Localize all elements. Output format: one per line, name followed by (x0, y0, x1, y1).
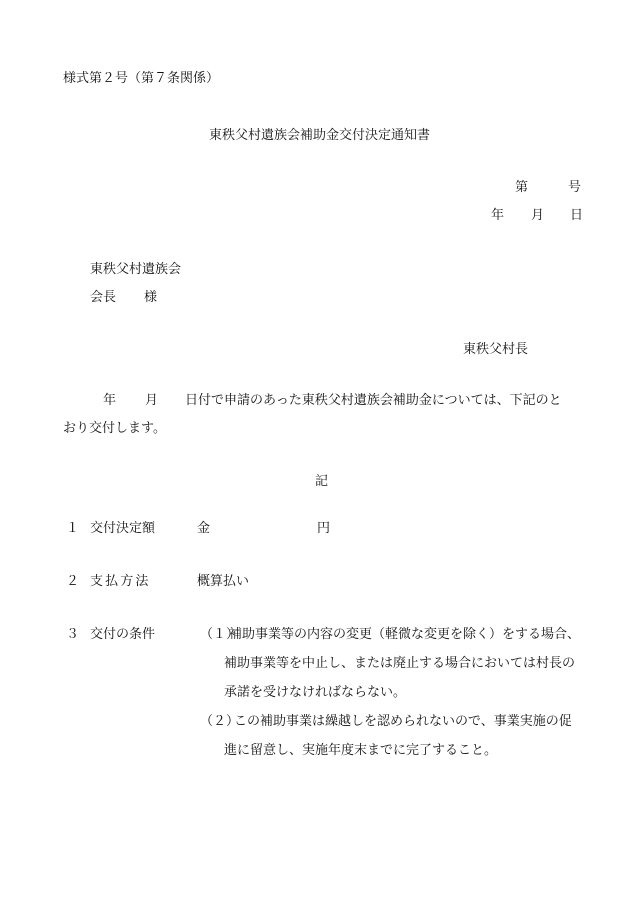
condition-line: 補助事業等を中止し、または廃止する場合においては村長の (224, 656, 576, 671)
date-day: 日 (570, 208, 584, 223)
issuer: 東秩父村長 (463, 342, 529, 357)
item-label: 交付決定額 (90, 521, 156, 536)
addressee-organization: 東秩父村遺族会 (90, 262, 182, 277)
item-value: 概算払い (197, 574, 250, 589)
number-prefix: 第 (515, 180, 529, 195)
form-number-label: 様式第２号（第７条関係） (63, 71, 220, 86)
condition-line: 補助事業等の内容の変更（軽微な変更を除く）をする場合、 (229, 627, 581, 642)
item-label: 交付の条件 (90, 627, 156, 642)
yen-prefix: 金 (197, 521, 211, 536)
item-number: ２ (66, 574, 80, 589)
body-line-1: 日付で申請のあった東秩父村遺族会補助金については、下記のと (185, 393, 562, 408)
condition-marker: （１） (200, 627, 240, 642)
document-title: 東秩父村遺族会補助金交付決定通知書 (209, 128, 431, 143)
condition-line: 進に留意し、実施年度末までに完了すること。 (224, 743, 498, 758)
condition-marker: （２） (200, 714, 240, 729)
item-label: 支 払 方 法 (90, 574, 148, 589)
condition-line: 承諾を受けなければならない。 (224, 685, 407, 700)
date-year: 年 (491, 208, 505, 223)
date-month: 月 (531, 208, 545, 223)
addressee-honorific: 様 (144, 290, 158, 305)
body-month: 月 (145, 393, 159, 408)
item-number: ３ (66, 627, 80, 642)
body-year: 年 (103, 393, 117, 408)
body-line-2: おり交付します。 (63, 421, 166, 436)
condition-line: この補助事業は繰越しを認められないので、事業実施の促 (234, 714, 572, 729)
number-suffix: 号 (568, 180, 582, 195)
yen-suffix: 円 (317, 521, 331, 536)
addressee-role: 会長 (90, 290, 117, 305)
item-number: １ (66, 521, 80, 536)
ki-heading: 記 (315, 474, 329, 489)
